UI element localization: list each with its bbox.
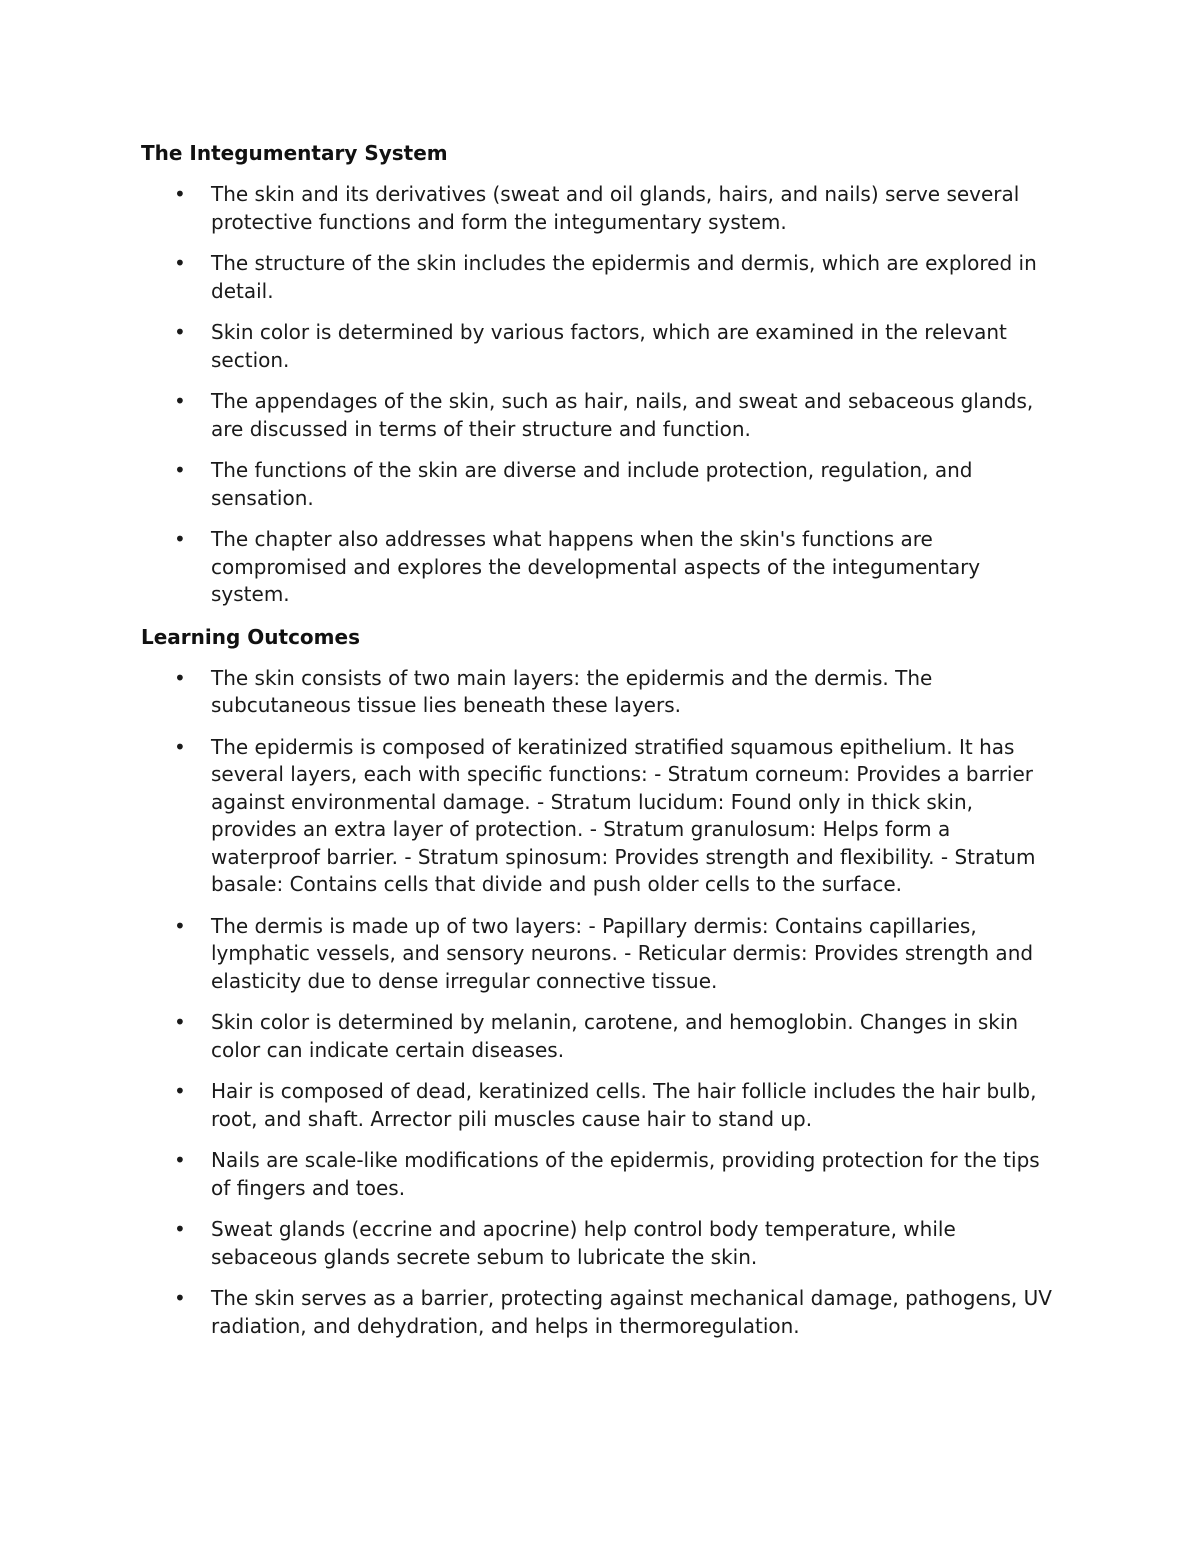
list-item-text: Sweat glands (eccrine and apocrine) help control body temperature, while sebaceous glands secrete sebum to lubricate the skin. [211,1217,956,1269]
list-item [141,734,1061,899]
list-item-text: The functions of the skin are diverse and include protection, regulation, and sensation. [211,458,973,510]
list-item [141,181,1061,236]
bullet-icon: • [174,251,186,275]
list-item-text: Skin color is determined by melanin, carotene, and hemoglobin. Changes in skin color can indicate certain diseases. [211,1010,1019,1062]
document-page [141,139,1061,1354]
list-item-text: The chapter also addresses what happens when the skin's functions are compromised and explores the developmental aspects of the integumentary system. [211,527,981,606]
list-item-text: Hair is composed of dead, keratinized cells. The hair follicle includes the hair bulb, root, and shaft. Arrector pili muscles cause hair to stand up. [211,1079,1037,1131]
list-item-text: The skin and its derivatives (sweat and oil glands, hairs, and nails) serve several protective functions and form the integumentary system. [211,182,1020,234]
list-item-text: The skin serves as a barrier, protecting against mechanical damage, pathogens, UV radiation, and dehydration, and helps in thermoregulation. [211,1286,1052,1338]
list-item-text: The skin consists of two main layers: the epidermis and the dermis. The subcutaneous tissue lies beneath these layers. [211,665,933,717]
list-item [141,1147,1061,1202]
list-item [141,1216,1061,1271]
list-item-text: Nails are scale-like modifications of the epidermis, providing protection for the tips of fingers and toes. [211,1148,1040,1200]
bullet-icon: • [174,389,186,413]
bullet-icon: • [174,1217,186,1241]
section-heading-learning-outcomes: Learning Outcomes [141,624,360,649]
list-item-text: Skin color is determined by various factors, which are examined in the relevant section. [211,320,1007,372]
list-item-text: The appendages of the skin, such as hair, nails, and sweat and sebaceous glands, are discussed in terms of their structure and function. [211,389,1034,441]
list-item [141,457,1061,512]
bullet-icon: • [174,913,186,938]
list-item [141,388,1061,443]
section-heading-integumentary-system: The Integumentary System [141,141,448,165]
learning-outcomes-list [141,665,1061,1341]
list-item [141,1285,1061,1340]
list-item [141,319,1061,374]
bullet-icon: • [174,665,186,690]
list-item [141,665,1061,720]
list-item [141,1009,1061,1064]
list-item-text: The epidermis is composed of keratinized stratified squamous epithelium. It has several layers, each with specific functions: - Stratum corneum: Provides a barrier against environmental damage. - Stratum lucidum: Found only in thick skin, provides an extra layer of protection. - Stratum granulosum: Helps form a waterproof barrier. - Stratum spinosum: Provides strength and flexibility. - Stratum basale: Contains cells that divide and push older cells to the surface. [211,734,1036,896]
bullet-icon: • [174,1148,186,1172]
bullet-icon: • [174,734,186,759]
bullet-icon: • [174,1010,186,1034]
integumentary-system-list [141,181,1061,609]
list-item-text: The structure of the skin includes the epidermis and dermis, which are explored in detail. [211,251,1037,303]
list-item [141,913,1061,996]
list-item [141,526,1061,609]
list-item-text: The dermis is made up of two layers: - Papillary dermis: Contains capillaries, lymphatic vessels, and sensory neurons. - Reticular dermis: Provides strength and elasticity due to dense irregular connective tissue. [211,913,1034,993]
list-item [141,250,1061,305]
bullet-icon: • [174,1286,186,1310]
bullet-icon: • [174,320,186,344]
bullet-icon: • [174,182,186,206]
list-item [141,1078,1061,1133]
bullet-icon: • [174,458,186,482]
bullet-icon: • [174,1079,186,1103]
bullet-icon: • [174,527,186,551]
